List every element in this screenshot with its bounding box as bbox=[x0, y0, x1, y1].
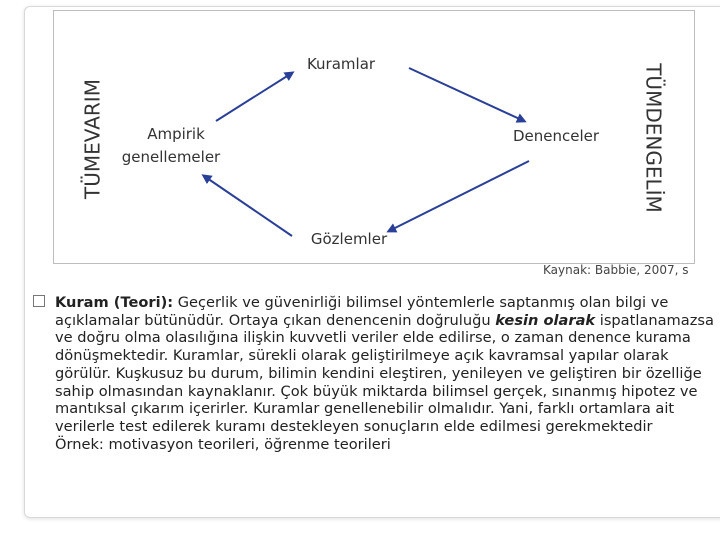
definition-paragraph bbox=[33, 294, 720, 453]
node-ampirik: Ampirik bbox=[147, 125, 205, 143]
arrow-denenceler-to-gozlemler bbox=[389, 161, 529, 231]
diagram-svg bbox=[54, 11, 694, 263]
definition-text-part2: ispatlanamazsa ve doğru olma olasılığına ilişkin kuvvetli veriler elde edilirse, o zaman denence kurama dönüşmektedir. Kuramlar, sürekli olarak geliştirilmeye açık kavramsal yapılar olarak görülür. Kuşkusuz bu durum, bilimin kendini eleştiren, yenileyen ve geliştiren bir özelliğe sahip olmasından kaynaklanır. Çok büyük miktarda bilimsel gerçek, sınanmış hipotez ve mantıksal çıkarım içerirler. Kuramlar genellenebilir olmalıdır. Yani, farklı ortamlara ait verilerle test edilerek kuramı destekleyen sonuçların elde edilmesi gerekmektedir bbox=[55, 311, 714, 435]
definition-block bbox=[33, 294, 720, 453]
arrow-kuramlar-to-denenceler bbox=[409, 68, 524, 121]
definition-emphasis: kesin olarak bbox=[495, 311, 596, 329]
node-kuramlar: Kuramlar bbox=[306, 55, 376, 73]
research-cycle-diagram bbox=[53, 10, 695, 264]
definition-term: Kuram (Teori): bbox=[55, 294, 174, 311]
side-label-tumdengelim: TÜMDENGELİM bbox=[641, 63, 666, 213]
definition-text-part1: Geçerlik ve güvenirliği bilimsel yöntemlerle saptanmış olan bilgi ve açıklamalar bütünüdür. Ortaya çıkan denencenin doğruluğu bbox=[55, 294, 669, 329]
side-label-tumevarim: TÜMEVARIM bbox=[80, 79, 105, 199]
square-bullet-icon bbox=[33, 295, 45, 307]
arrow-gozlemler-to-ampirik bbox=[204, 176, 292, 236]
source-citation: Kaynak: Babbie, 2007, s bbox=[543, 263, 689, 277]
node-gozlemler: Gözlemler bbox=[310, 230, 388, 248]
definition-example: Örnek: motivasyon teorileri, öğrenme teorileri bbox=[55, 435, 391, 453]
arrow-ampirik-to-kuramlar bbox=[216, 73, 292, 121]
node-genellemeler: genellemeler bbox=[121, 148, 221, 166]
node-denenceler: Denenceler bbox=[512, 127, 600, 145]
